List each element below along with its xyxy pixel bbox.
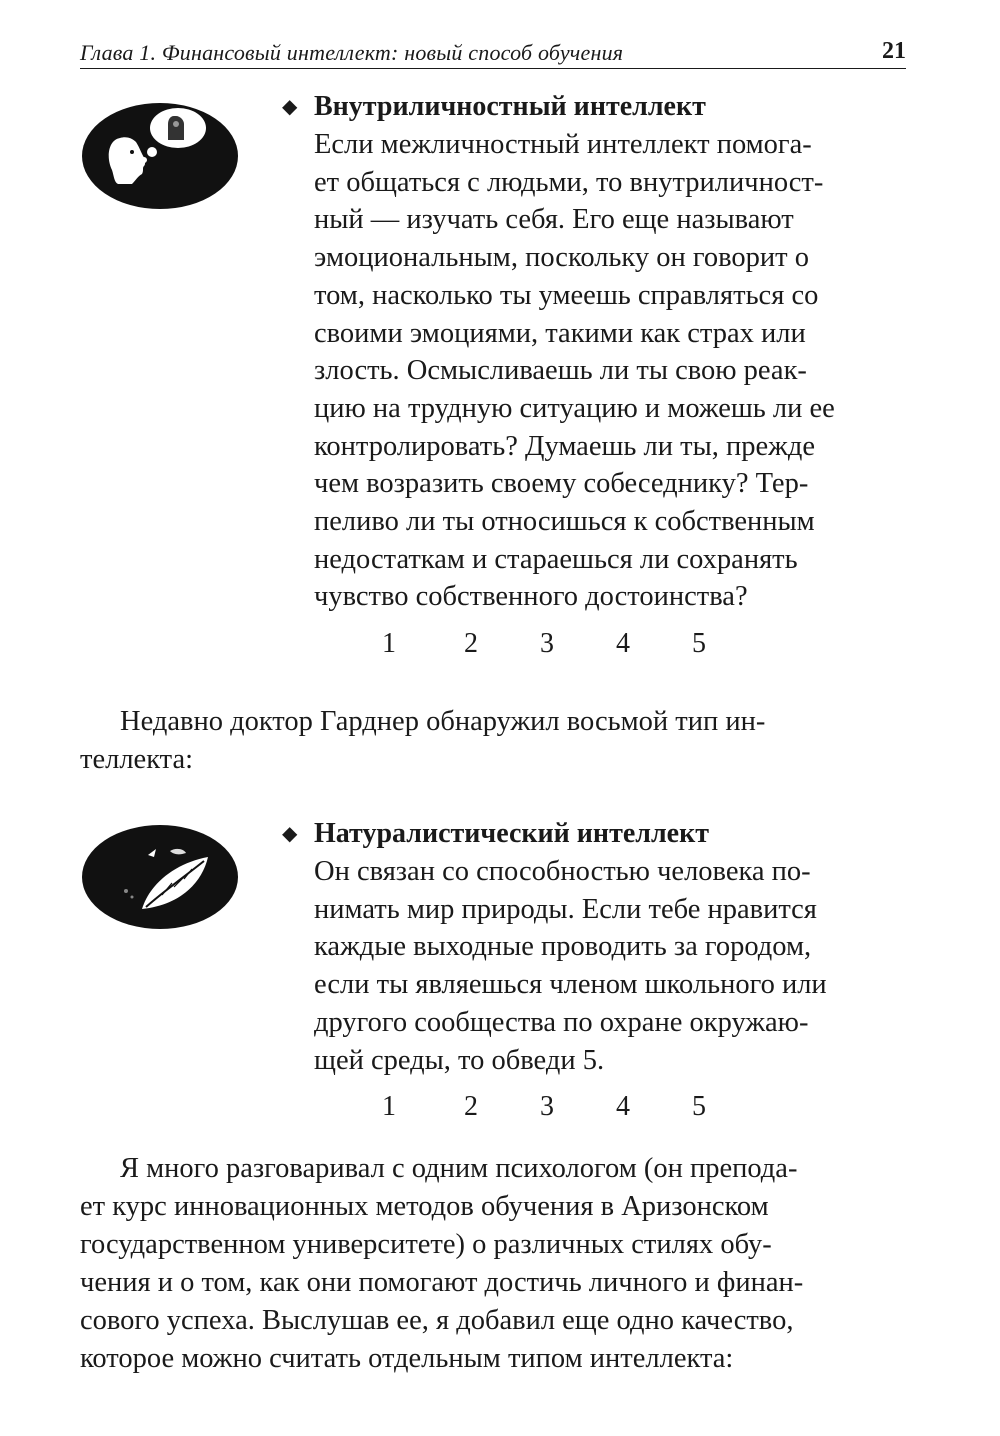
text-line: эмоциональным, поскольку он говорит о [314, 242, 809, 274]
text-line: государственном университете) о различных стилях обу- [80, 1229, 772, 1260]
text-line: Недавно доктор Гарднер обнаружил восьмой тип ин- [120, 706, 766, 737]
rating-option-1[interactable]: 1 [382, 628, 396, 660]
text-line: злость. Осмысливаешь ли ты свою реак- [314, 355, 807, 387]
text-line: теллекта: [80, 744, 194, 775]
text-line: Если межличностный интеллект помога- [314, 129, 812, 160]
text-line: каждые выходные проводить за городом, [314, 931, 812, 963]
section-intrapersonal [80, 88, 906, 668]
transition-paragraph [80, 703, 906, 779]
page-number: 21 [882, 38, 906, 64]
rating-option-3[interactable]: 3 [540, 1091, 554, 1123]
intrapersonal-text [314, 126, 906, 616]
text-line: контролировать? Думаешь ли ты, прежде [314, 430, 815, 462]
rating-option-4[interactable]: 4 [616, 628, 630, 660]
text-line: своими эмоциями, такими как страх или [314, 317, 806, 349]
text-line: сового успеха. Выслушав ее, я добавил еще одно качество, [80, 1305, 794, 1336]
rating-scale [314, 1091, 906, 1131]
bullet-diamond: ◆ [282, 823, 298, 845]
text-line: Я много разговаривал с одним психологом (он препода- [120, 1153, 798, 1184]
text-line: ет общаться с людьми, то внутриличност- [314, 166, 824, 198]
intrapersonal-content [282, 88, 906, 668]
naturalist-text [314, 853, 906, 1079]
intrapersonal-heading-text: Внутриличностный интеллект [314, 91, 706, 122]
text-line: другого сообщества по охране окружаю- [314, 1006, 809, 1038]
thinking-head-icon [80, 100, 240, 210]
leaf-icon [80, 821, 240, 931]
rating-option-5[interactable]: 5 [692, 1091, 706, 1123]
text-line: том, насколько ты умеешь справляться со [314, 279, 819, 311]
rating-scale [314, 628, 906, 668]
text-line: чем возразить своему собеседнику? Тер- [314, 468, 809, 500]
chapter-title: Глава 1. Финансовый интеллект: новый способ обучения [80, 40, 624, 65]
text-line: чувство собственного достоинства? [314, 581, 748, 613]
text-line: если ты являешься членом школьного или [314, 969, 827, 1001]
text-line: ет курс инновационных методов обучения в Аризонском [80, 1191, 769, 1222]
rating-option-2[interactable]: 2 [464, 628, 478, 660]
text-line: цию на трудную ситуацию и можешь ли ее [314, 392, 835, 424]
closing-paragraph [80, 1150, 906, 1378]
naturalist-heading-text: Натуралистический интеллект [314, 818, 709, 849]
text-line: пеливо ли ты относишься к собственным [314, 506, 815, 538]
text-line: ный — изучать себя. Его еще называют [314, 204, 794, 236]
text-line: которое можно считать отдельным типом интеллекта: [80, 1343, 734, 1374]
rating-option-3[interactable]: 3 [540, 628, 554, 660]
intrapersonal-heading [282, 88, 906, 126]
rating-option-4[interactable]: 4 [616, 1091, 630, 1123]
text-line: Он связан со способностью человека по- [314, 856, 811, 887]
rating-option-2[interactable]: 2 [464, 1091, 478, 1123]
text-line: недостаткам и стараешься ли сохранять [314, 543, 798, 575]
rating-option-5[interactable]: 5 [692, 628, 706, 660]
section-naturalist [80, 815, 906, 1135]
rating-option-1[interactable]: 1 [382, 1091, 396, 1123]
text-line: нимать мир природы. Если тебе нравится [314, 893, 817, 925]
bullet-diamond: ◆ [282, 96, 298, 118]
naturalist-content [282, 815, 906, 1131]
running-header [80, 40, 906, 69]
text-line: щей среды, то обведи 5. [314, 1044, 605, 1076]
text-line: чения и о том, как они помогают достичь личного и финан- [80, 1267, 804, 1298]
naturalist-heading [282, 815, 906, 853]
